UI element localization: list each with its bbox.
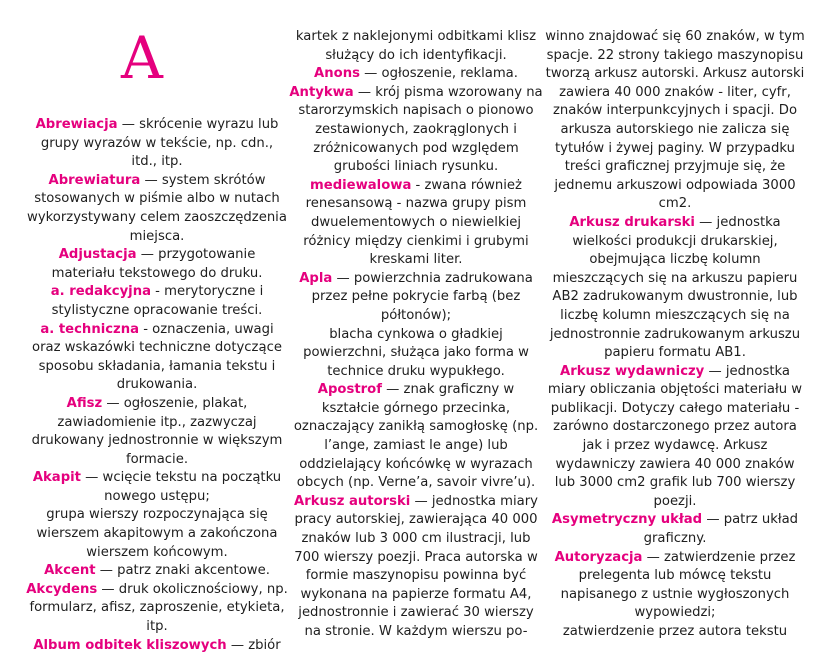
glossary-entry	[288, 493, 544, 642]
entry-term: Akapit	[32, 470, 81, 486]
entries-column-2	[288, 28, 544, 642]
entry-term: Arkusz wydawniczy	[560, 363, 705, 379]
entry-term: Afisz	[66, 395, 103, 411]
entry-term: a. techniczna	[40, 321, 140, 337]
entry-term: Abrewiatura	[48, 172, 141, 188]
glossary-entry	[26, 172, 288, 246]
glossary-entry	[26, 581, 288, 637]
entry-term: a. redakcyjna	[50, 284, 151, 300]
entry-definition: — patrz układ graficzny.	[643, 512, 799, 547]
entry-definition: winno znajdować się 60 znaków, w tym spacje. 22 strony takiego maszynopisu tworzą arkusz autorski. Arkusz autorski zawiera 40 000 znaków - liter, cyfr, znaków interpunkcyjnych i spacji. Do arkusza autorskiego nie zalicza się tytułów i żywej paginy. W przypadku treści graficznej przyjmuje się, że jednemu arkuszowi odpowiada 3000 cm2.	[545, 29, 805, 212]
entry-definition: — krój pisma wzorowany na starorzymskich napisach o pionowo zestawionych, zaokrąglonych i zróżnicowanych pod względem grubości liniach rysunku.	[298, 84, 543, 175]
entry-definition: - merytoryczne i stylistyczne opracowanie treści.	[51, 284, 264, 318]
glossary-entry	[26, 283, 288, 320]
entries-column-3	[544, 28, 806, 642]
entry-definition: — ogłoszenie, plakat, zawiadomienie itp., zazwyczaj drukowany jednostronnie w większym formacie.	[31, 395, 283, 467]
entry-term: Album odbitek kliszowych	[33, 637, 227, 653]
glossary-entry	[26, 637, 288, 655]
glossary-entry	[26, 116, 288, 172]
section-letter: A	[121, 24, 163, 92]
entry-term: Antykwa	[289, 84, 354, 100]
glossary-entry-continuation	[288, 326, 544, 382]
entry-definition: blacha cynkowa o gładkiej powierzchni, służąca jako forma w technice druku wypukłego.	[303, 326, 529, 379]
entry-definition: — zatwierdzenie przez prelegenta lub mówcę tekstu napisanego z ustnie wygłoszonych wypowiedzi;	[560, 549, 796, 621]
entry-definition: grupa wierszy rozpoczynająca się wierszem akapitowym a zakończona wierszem końcowym.	[36, 507, 278, 560]
entry-definition: — jednostka miary obliczania objętości materiału w publikacji. Dotyczy całego materiału - zarówno dostarczonego przez autora jak i przez wydawcę. Arkusz wydawniczy zawiera 40 000 znaków lub 3000 cm2 grafik lub 700 wierszy poezji.	[547, 363, 803, 509]
entry-definition: — zbiór	[226, 637, 281, 653]
glossary-entry	[288, 270, 544, 326]
entry-definition: — patrz znaki akcentowe.	[95, 563, 270, 579]
entry-term: Abrewiacja	[35, 117, 118, 132]
glossary-entry	[544, 511, 806, 548]
entry-term: Akcent	[44, 563, 96, 579]
entry-term: Asymetryczny układ	[551, 512, 703, 528]
entry-term: Adjustacja	[58, 247, 137, 263]
entry-definition: — ogłoszenie, reklama.	[359, 66, 518, 82]
glossary-entry	[26, 395, 288, 469]
glossary-entry	[288, 84, 544, 177]
entry-definition: — powierzchnia zadrukowana przez pełne pokrycie farbą (bez półtonów);	[311, 270, 533, 323]
column-1	[26, 0, 288, 655]
entry-definition: — system skrótów stosowanych w piśmie albo w nutach wykorzystywany celem zaoszczędzenia miejsca.	[27, 172, 287, 244]
column-3	[544, 0, 806, 642]
entry-definition: — przygotowanie materiału tekstowego do druku.	[51, 247, 263, 281]
glossary-entry-continuation	[544, 623, 806, 642]
column-2	[288, 0, 544, 642]
entry-definition: zatwierdzenie przez autora tekstu	[562, 624, 788, 639]
entry-definition: - oznaczenia, uwagi oraz wskazówki techniczne dotyczące sposobu składania, łamania tekstu i drukowania.	[32, 321, 282, 393]
entry-definition: — jednostka wielkości produkcji drukarskiej, obejmująca liczbę kolumn mieszczących się na arkuszu papieru AB2 zadrukowanym dwustronnie, lub liczbę kolumn mieszczących się na jednostronnie zadrukowanym arkuszu papieru formatu AB1.	[549, 214, 801, 361]
entry-definition: — wcięcie tekstu na początku nowego ustępu;	[80, 470, 282, 504]
glossary-entry	[26, 469, 288, 506]
glossary-entry	[26, 321, 288, 395]
entry-term: Apostrof	[317, 382, 382, 398]
entry-definition: — znak graficzny w kształcie górnego przecinka, oznaczający zanikłą samogłoskę (np. l’ange, zamiast le ange) lub oddzielający końcówkę w wyrazach obcych (np. Verne’a, savoir vivre’u).	[293, 382, 539, 491]
entries-column-1	[26, 116, 288, 655]
entry-term: Arkusz drukarski	[569, 214, 695, 230]
glossary-entry	[288, 381, 544, 493]
entry-term: mediewalowa	[310, 177, 412, 193]
entry-definition: — skrócenie wyrazu lub grupy wyrazów w tekście, np. cdn., itd., itp.	[40, 117, 279, 170]
glossary-entry	[544, 214, 806, 363]
glossary-entry	[26, 562, 288, 581]
glossary-entry	[26, 246, 288, 283]
entry-definition: - zwana również renesansową - nazwa grupy pism dwuelementowych o niewielkiej różnicy między cienkimi i grubymi kreskami liter.	[303, 177, 529, 268]
glossary-entry-continuation	[26, 506, 288, 562]
glossary-entry-continuation	[544, 28, 806, 214]
entry-definition: — druk okolicznościowy, np. formularz, afisz, zaproszenie, etykieta, itp.	[29, 581, 288, 635]
entry-term: Anons	[314, 66, 360, 82]
entry-term: Akcydens	[26, 581, 98, 597]
entry-term: Autoryzacja	[554, 549, 643, 565]
entry-term: Arkusz autorski	[294, 493, 411, 509]
glossary-entry	[288, 177, 544, 270]
entry-definition: kartek z naklejonymi odbitkami klisz służący do ich identyfikacji.	[295, 29, 537, 63]
entry-term: Apla	[299, 270, 333, 286]
glossary-entry	[288, 65, 544, 84]
glossary-entry	[544, 363, 806, 512]
entry-definition: — jednostka miary pracy autorskiej, zawierająca 40 000 znaków lub 3 000 cm ilustracji, lub 700 wierszy poezji. Praca autorska w formie maszynopisu powinna być wykonana na papierze formatu A4, jednostronnie i zawierać 30 wierszy na stronie. W każdym wierszu po-	[294, 493, 538, 639]
glossary-entry-continuation	[288, 28, 544, 65]
